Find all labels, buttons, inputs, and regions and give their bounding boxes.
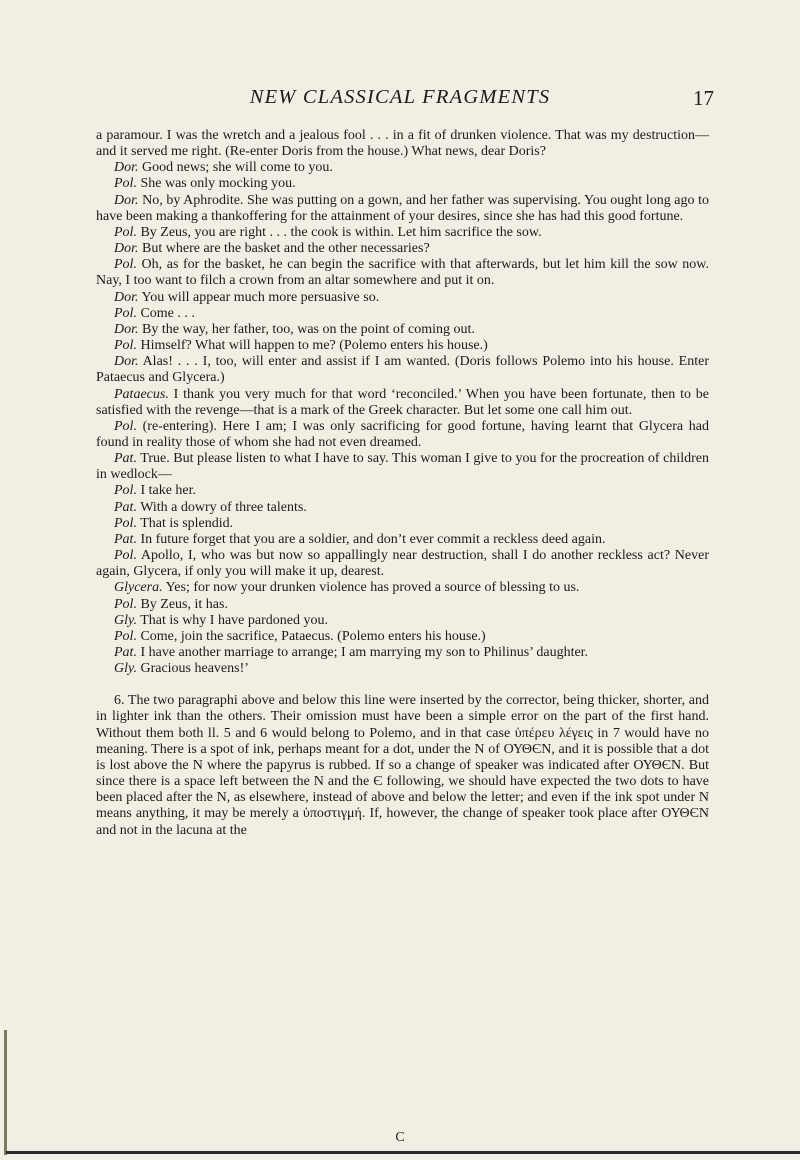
page-number: 17 bbox=[693, 86, 714, 110]
bottom-edge-rule bbox=[6, 1151, 800, 1154]
dialogue-line bbox=[96, 160, 709, 176]
dialogue-line bbox=[96, 419, 709, 451]
dialogue-line bbox=[96, 613, 709, 629]
commentary-note: 6. The two paragraphi above and below this line were inserted by the corrector, being thicker, shorter, and in lighter ink than the others. Their omission must have been a simple error on the part of the first hand. Without them both ll. 5 and 6 would belong to Polemo, and in that case ὑπέρευ λέγεις in 7 would have no meaning. There is a spot of ink, perhaps meant for a dot, under the N of ΟΥΘЄΝ, and it is possible that a dot is lost above the N where the papyrus is rubbed. If so a change of speaker was indicated after ΟΥΘЄΝ. But since there is a space left between the N and the Є following, we should have expected the two dots to have been placed after the N, as elsewhere, instead of above and below the letter; and even if the ink spot under N means anything, it may be merely a ὑποστιγμή. If, however, the change of speaker took place after ΟΥΘЄΝ and not in the lacuna at the bbox=[96, 693, 709, 838]
dialogue-line bbox=[96, 451, 709, 483]
dialogue-line bbox=[96, 516, 709, 532]
dialogue-line bbox=[96, 354, 709, 386]
dialogue-line bbox=[96, 193, 709, 225]
dialogue-line bbox=[96, 176, 709, 192]
line-text: By Zeus, it has. bbox=[140, 596, 228, 612]
speaker-name: Gly. bbox=[114, 661, 137, 677]
speaker-name: Pol. bbox=[114, 257, 137, 273]
line-text: Himself? What will happen to me? (Polemo enters his house.) bbox=[140, 338, 488, 354]
speaker-name: Dor. bbox=[114, 192, 139, 208]
speaker-name: Pataecus. bbox=[114, 386, 169, 402]
continued-paragraph bbox=[96, 128, 709, 160]
line-text: No, by Aphrodite. She was putting on a gown, and her father was supervising. You ought long ago to have been making a thankoffering for the attainment of your desires, since she has had this good fortune. bbox=[96, 192, 710, 224]
speaker-name: Pol. bbox=[114, 596, 137, 612]
speaker-name: Pol. bbox=[114, 176, 137, 192]
speaker-name: Gly. bbox=[114, 612, 137, 628]
line-text: (re-entering). Here I am; I was only sacrificing for good fortune, having learnt that Glycera had found in reality those of whom she had not even dreamed. bbox=[96, 418, 710, 450]
dialogue-line bbox=[96, 483, 709, 499]
speaker-name: Pat. bbox=[114, 531, 137, 547]
dialogue-line bbox=[96, 322, 709, 338]
speaker-name: Pol. bbox=[114, 224, 137, 240]
line-text: You will appear much more persuasive so. bbox=[141, 289, 380, 305]
line-text: Gracious heavens!’ bbox=[140, 661, 249, 677]
body-text bbox=[96, 128, 709, 839]
line-text: I take her. bbox=[140, 483, 197, 499]
line-text: In future forget that you are a soldier, and don’t ever commit a reckless deed again. bbox=[140, 531, 606, 547]
signature-mark: C bbox=[395, 1130, 405, 1145]
speaker-name: Pol. bbox=[114, 418, 137, 434]
speaker-name: Pol. bbox=[114, 548, 137, 564]
speaker-name: Dor. bbox=[114, 160, 139, 176]
line-text: By the way, her father, too, was on the point of coming out. bbox=[142, 321, 475, 337]
speaker-name: Dor. bbox=[114, 354, 139, 370]
line-text: She was only mocking you. bbox=[140, 176, 296, 192]
dialogue-line bbox=[96, 548, 709, 580]
speaker-name: Pat. bbox=[114, 451, 137, 467]
line-text: Oh, as for the basket, he can begin the sacrifice with that afterwards, but let him kill the sow now. Nay, I too want to filch a crown from an altar somewhere and put it on. bbox=[96, 257, 710, 289]
dialogue-line bbox=[96, 225, 709, 241]
line-text: Come . . . bbox=[140, 305, 195, 321]
line-text: That is splendid. bbox=[140, 515, 234, 531]
dialogue-line bbox=[96, 338, 709, 354]
dialogue-line bbox=[96, 532, 709, 548]
line-text: With a dowry of three talents. bbox=[140, 499, 307, 515]
line-text: Alas! . . . I, too, will enter and assist if I am wanted. (Doris follows Polemo into his house. Enter Pataecus and Glycera.) bbox=[96, 354, 709, 386]
line-text: True. But please listen to what I have to say. This woman I give to you for the procreation of children in wedlock— bbox=[96, 451, 709, 483]
speaker-name: Pol. bbox=[114, 338, 137, 354]
dialogue-line bbox=[96, 387, 709, 419]
page-header bbox=[0, 86, 800, 116]
line-text: Apollo, I, who was but now so appallingly near destruction, shall I do another reckless act? Never again, Glycera, if only you will make it up, dearest. bbox=[96, 548, 709, 580]
speaker-name: Pol. bbox=[114, 483, 137, 499]
running-head: NEW CLASSICAL FRAGMENTS bbox=[249, 86, 551, 108]
speaker-name: Pol. bbox=[114, 515, 137, 531]
dialogue-line bbox=[96, 580, 709, 596]
dialogue-line bbox=[96, 500, 709, 516]
line-text: That is why I have pardoned you. bbox=[140, 612, 328, 628]
speaker-name: Dor. bbox=[114, 289, 139, 305]
dialogue-line bbox=[96, 241, 709, 257]
line-text: a paramour. I was the wretch and a jealous fool . . . in a fit of drunken violence. That was my destruction—and it served me right. (Re-enter Doris from the house.) What news, dear Doris? bbox=[96, 128, 709, 160]
dialogue-line bbox=[96, 645, 709, 661]
dialogue-line bbox=[96, 257, 709, 289]
line-text: Come, join the sacrifice, Pataecus. (Polemo enters his house.) bbox=[140, 628, 486, 644]
line-text: By Zeus, you are right . . . the cook is within. Let him sacrifice the sow. bbox=[140, 224, 542, 240]
dialogue-line bbox=[96, 661, 709, 677]
speaker-name: Glycera. bbox=[114, 580, 163, 596]
dialogue-line bbox=[96, 306, 709, 322]
line-text: Yes; for now your drunken violence has proved a source of blessing to us. bbox=[165, 580, 580, 596]
line-text: Good news; she will come to you. bbox=[142, 160, 333, 176]
line-text: But where are the basket and the other necessaries? bbox=[142, 241, 430, 257]
speaker-name: Pol. bbox=[114, 628, 137, 644]
dialogue-line bbox=[96, 597, 709, 613]
line-text: I thank you very much for that word ‘reconciled.’ When you have been fortunate, then to be satisfied with the revenge—that is a mark of the Greek character. But let some one call him out. bbox=[96, 386, 710, 418]
speaker-name: Pol. bbox=[114, 305, 137, 321]
dialogue-line bbox=[96, 290, 709, 306]
page-edge-shadow bbox=[4, 1030, 7, 1155]
speaker-name: Dor. bbox=[114, 321, 139, 337]
speaker-name: Pat. bbox=[114, 499, 137, 515]
speaker-name: Dor. bbox=[114, 241, 139, 257]
speaker-name: Pat. bbox=[114, 645, 137, 660]
dialogue-line bbox=[96, 629, 709, 645]
line-text: I have another marriage to arrange; I am marrying my son to Philinus’ daughter. bbox=[140, 645, 589, 660]
